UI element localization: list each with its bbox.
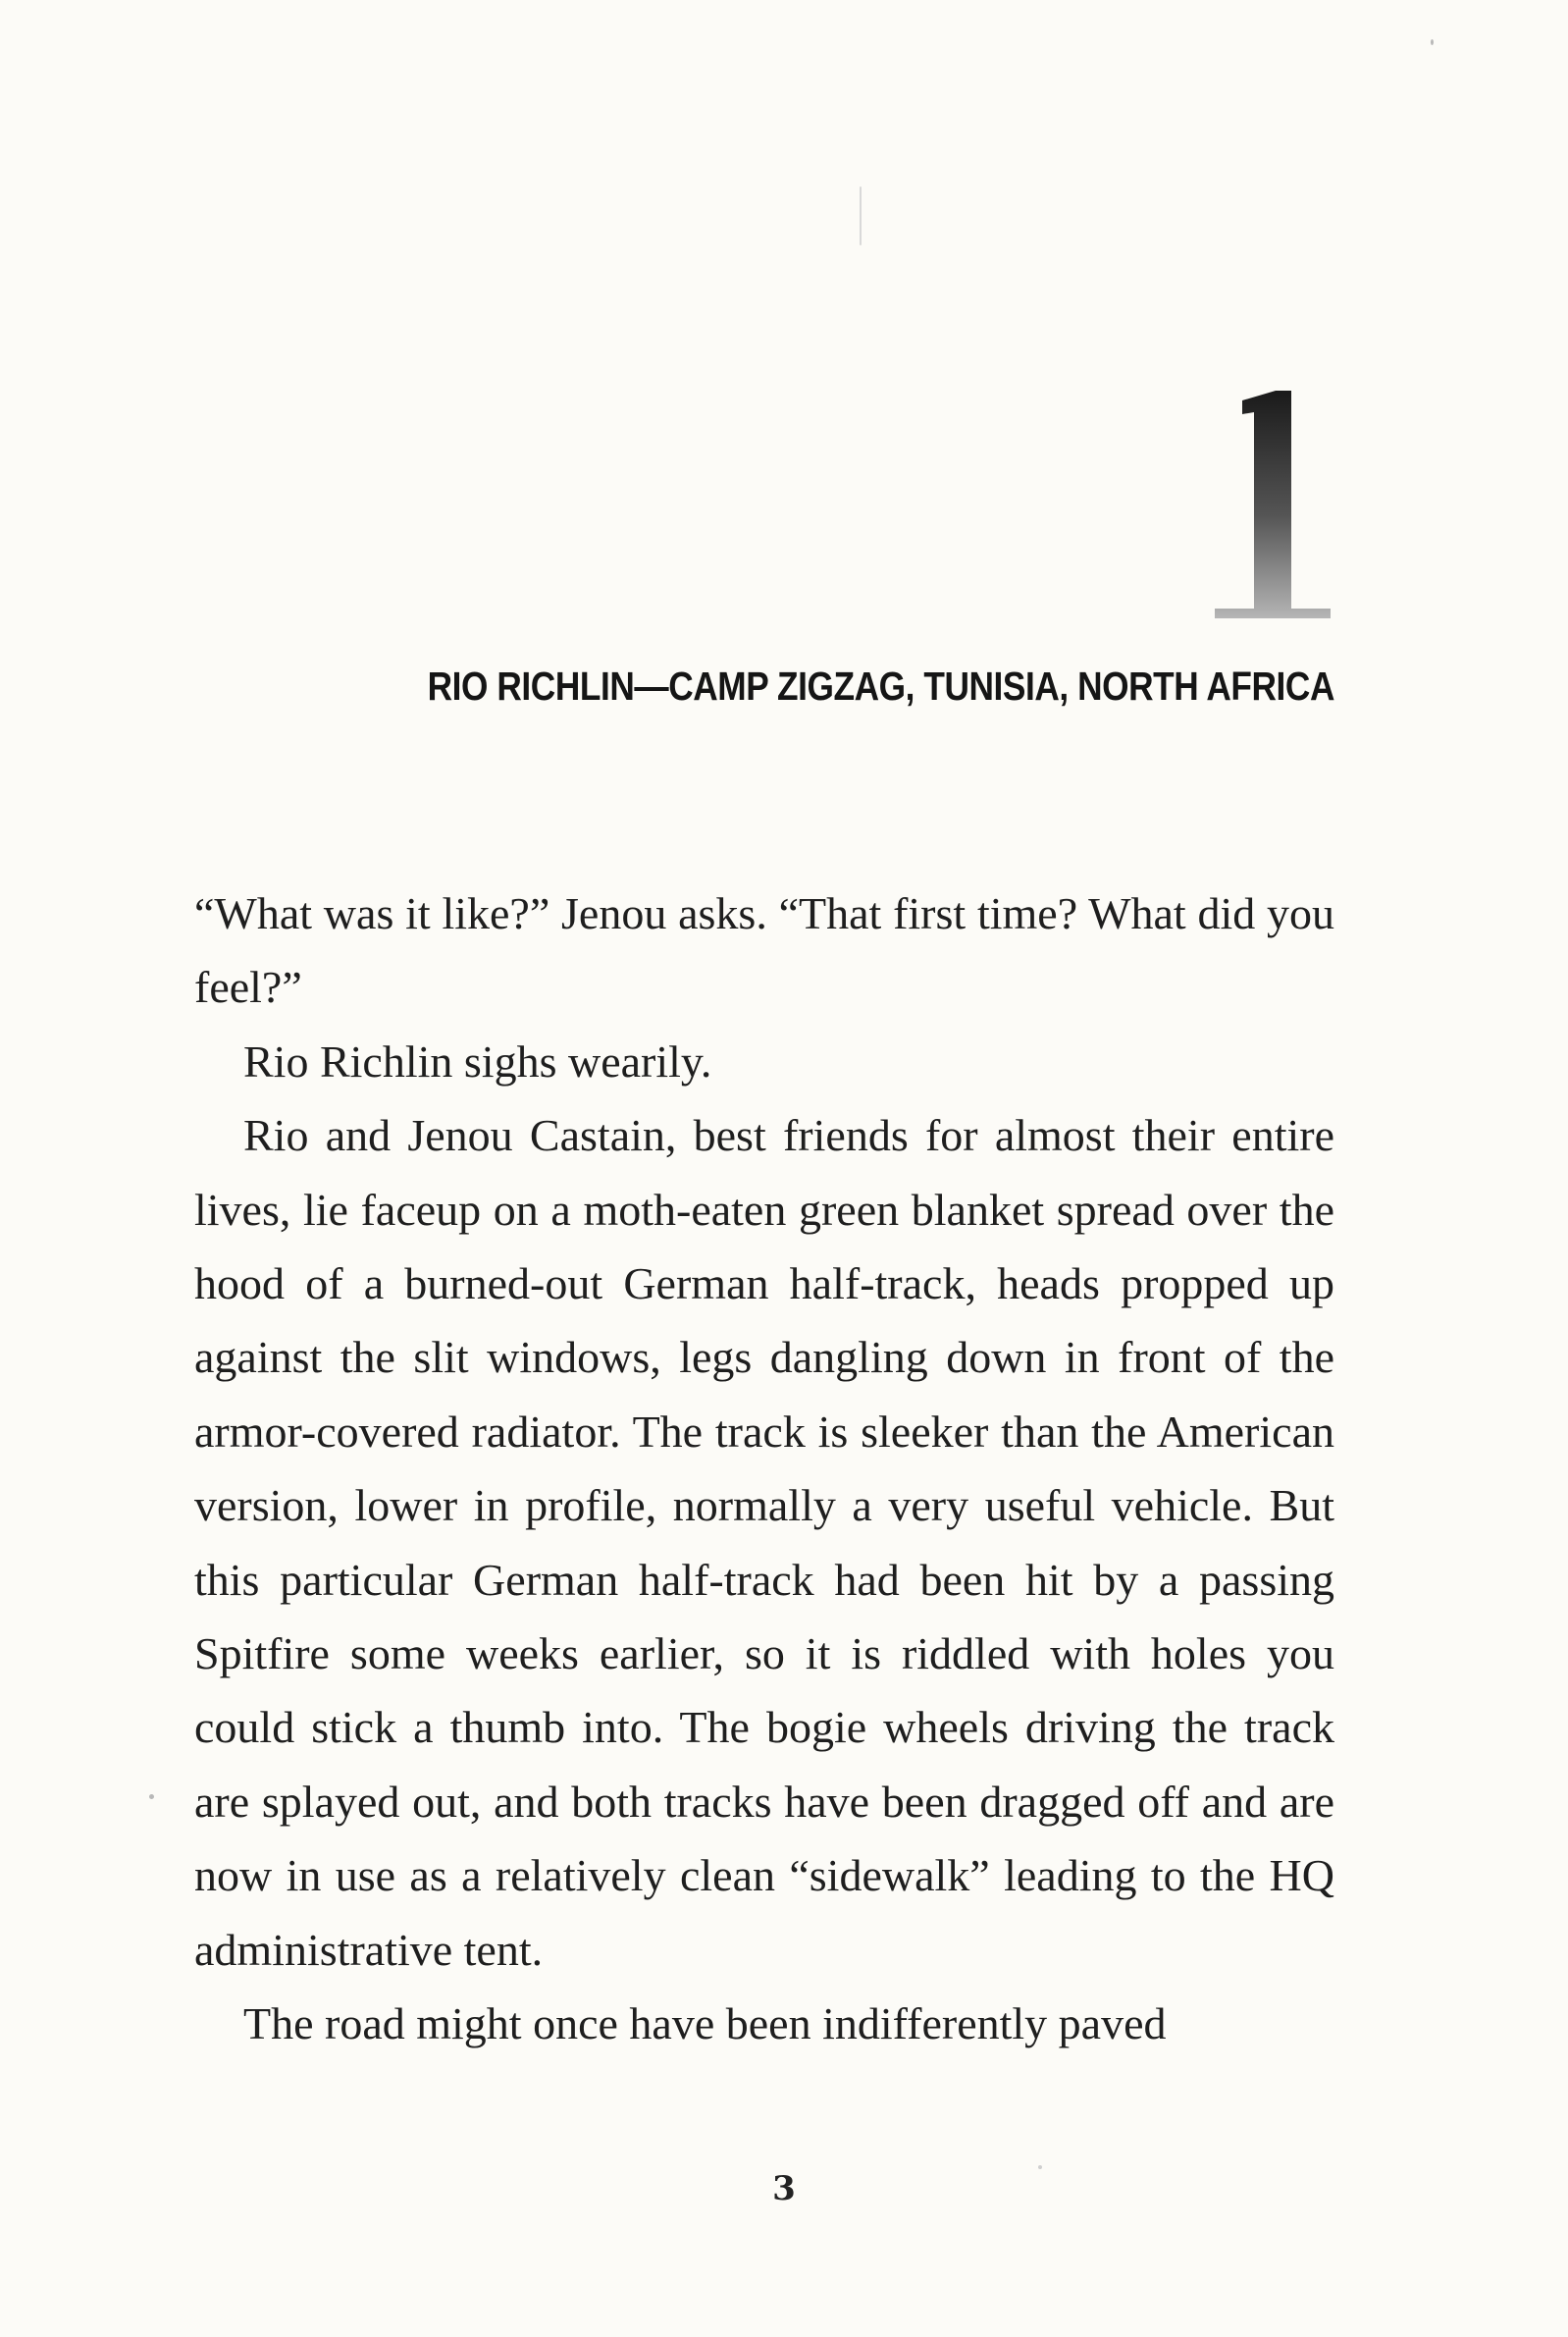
paragraph: Rio and Jenou Castain, best friends for almost their entire lives, lie faceup on a moth-eaten green blanket spread over the hood of a burned-out German half-track, heads propped up against the slit windows, legs dangling down in front of the armor-covered radiator. The track is sleeker than the American version, lower in profile, normally a very useful vehicle. But this particular German half-track had been hit by a passing Spitfire some weeks earlier, so it is riddled with holes you could stick a thumb into. The bogie wheels driving the track are splayed out, and both tracks have been dragged off and are now in use as a relatively clean “sidewalk” leading to the HQ administrative tent. [194, 1110, 1334, 1975]
paragraph: The road might once have been indifferently paved [243, 1998, 1167, 2049]
paragraph: Rio Richlin sighs wearily. [243, 1036, 712, 1087]
body-text [194, 876, 1334, 2061]
chapter-number [1215, 391, 1331, 618]
paper-speck [149, 1794, 154, 1799]
chapter-numeral-graphic [1215, 391, 1331, 618]
paper-speck [1038, 2165, 1042, 2169]
paper-speck [860, 186, 862, 245]
page-number: 3 [772, 2169, 796, 2208]
chapter-heading: RIO RICHLIN—CAMP ZIGZAG, TUNISIA, NORTH AFRICA [427, 664, 1334, 709]
paragraph: “What was it like?” Jenou asks. “That first time? What did you feel?” [194, 888, 1334, 1013]
paper-speck [1431, 39, 1434, 45]
